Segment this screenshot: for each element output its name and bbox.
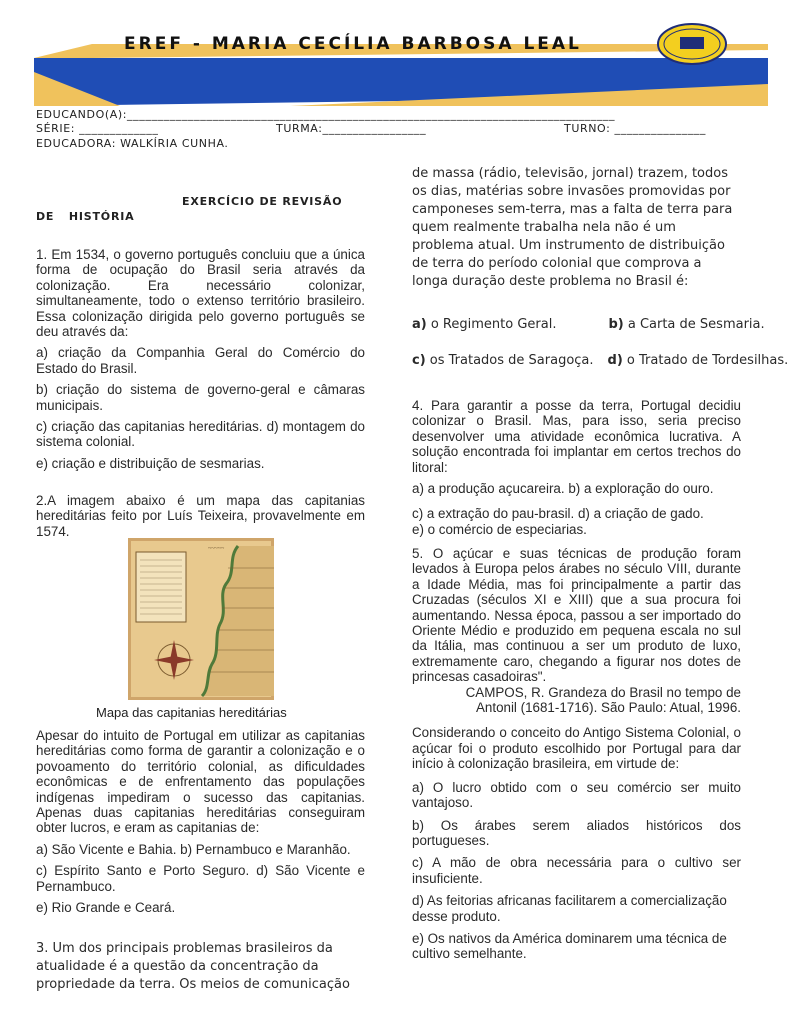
q5-source-line1: CAMPOS, R. Grandeza do Brasil no tempo de [465,684,741,700]
shift-field[interactable]: TURNO: _______________ [564,122,707,135]
exercise-title-line1: EXERCÍCIO DE REVISÃO [182,195,343,208]
question-2-body [36,728,365,915]
q1-option-b[interactable]: b) criação do sistema de governo-geral e câmaras municipais. [36,382,365,413]
q3-option-b-text: a Carta de Sesmaria. [623,317,765,332]
q3-option-c[interactable] [412,353,594,368]
q5-option-d[interactable]: d) As feitorias africanas facilitarem a comercialização desse produto. [412,893,727,924]
q2-options-c-d[interactable]: c) Espírito Santo e Porto Seguro. d) São Vicente e Pernambuco. [36,863,365,894]
q5-option-e[interactable]: e) Os nativos da América dominarem uma técnica de cultivo semelhante. [412,930,727,962]
teacher-line: EDUCADORA: WALKÍRIA CUNHA. [36,137,229,150]
svg-text:~~~~~: ~~~~~ [208,546,225,552]
q5-stem: 5. O açúcar e suas técnicas de produção foram levados à Europa pelos árabes no século VIII, durante a Idade Média, mas foi principalmente a partir das Cruzadas (séculos XI e XIII) que a sua procura foi aumentando. Nessa época, passou a ser importado do Oriente Médio e produzido em pequena escala no sul da Itália, mas continuou a ser um produto de luxo, extremamente caro, chegando a figurar nos dotes de princesas casadoiras". [412,546,741,685]
q2-options-a-b[interactable]: a) São Vicente e Bahia. b) Pernambuco e Maranhão. [36,841,351,857]
q1-options-c-d[interactable]: c) criação das capitanias hereditárias. d) montagem do sistema colonial. [36,419,365,450]
question-5 [412,546,741,962]
grade-field[interactable]: SÉRIE: _____________ [36,122,159,135]
q3-options-row1 [412,316,765,334]
q2-stem: 2.A imagem abaixo é um mapa das capitanias hereditárias feito por Luís Teixeira, provavelmente em 1574. [36,493,365,539]
q4-option-e[interactable]: e) o comércio de especiarias. [412,521,587,537]
capitanias-map-image [128,538,274,700]
q2-body: Apesar do intuito de Portugal em utilizar as capitanias hereditárias como forma de garantir a colonização e o povoamento do território colonial, as dificuldades econômicas e de enfrentamento das populações indígenas impediram o sucesso das capitanias. Apenas duas capitanias hereditárias conseguiram obter lucros, e eram as capitanias de: [36,728,365,836]
q3-option-a-letter: a) [412,317,427,332]
school-name: EREF - MARIA CECÍLIA BARBOSA LEAL [124,34,582,54]
q5-option-b[interactable]: b) Os árabes serem aliados históricos dos portugueses. [412,817,741,848]
q3-option-b[interactable] [608,317,764,332]
question-1 [36,247,365,477]
q3-option-c-text: os Tratados de Saragoça. [425,353,594,368]
q3-option-a[interactable] [412,317,556,332]
q3-option-d-letter: d) [607,353,623,368]
q1-option-a[interactable]: a) criação da Companhia Geral do Comércio do Estado do Brasil. [36,345,365,376]
q3-option-d[interactable] [608,353,788,368]
q4-options-a-b[interactable]: a) a produção açucareira. b) a exploração do ouro. [412,481,714,497]
q4-options-c-d[interactable]: c) a extração do pau-brasil. d) a criação de gado. [412,506,704,522]
q3-option-a-text: o Regimento Geral. [426,317,557,332]
q3-options [412,316,788,370]
q5-option-c[interactable]: c) A mão de obra necessária para o cultivo ser insuficiente. [412,855,741,886]
q3-stem-continued: de massa (rádio, televisão, jornal) trazem, todos os dias, matérias sobre invasões promovidas por camponeses sem-terra, mas a falta de terra para quem realmente trabalha nela não é um problema atual. Um instrumento de distribuição de terra do período colonial que comprova a longa duração deste problema no Brasil é: [412,166,733,289]
student-name-field[interactable]: EDUCANDO(A):________________________________________________________________________________ [36,108,616,121]
class-field[interactable]: TURMA:_________________ [276,122,427,135]
q2-option-e[interactable]: e) Rio Grande e Ceará. [36,900,176,916]
school-logo-badge [656,22,728,66]
exercise-title-line2: DE HISTÓRIA [36,210,135,223]
q3-stem-start: 3. Um dos principais problemas brasileiros da atualidade é a questão da concentração da propriedade da terra. Os meios de comunicação [36,941,350,992]
q5-prompt: Considerando o conceito do Antigo Sistema Colonial, o açúcar foi o produto escolhido por Portugal para dar início à colonização brasileira, em virtude de: [412,725,741,772]
q5-source-line2: Antonil (1681-1716). São Paulo: Atual, 1996. [475,700,741,716]
q3-option-d-text: o Tratado de Tordesilhas. [622,353,788,368]
q1-option-e[interactable]: e) criação e distribuição de sesmarias. [36,455,265,471]
q4-stem: 4. Para garantir a posse da terra, Portugal decidiu colonizar o Brasil. Mas, para isso, seria preciso desenvolver uma atividade econômica lucrativa. A solução encontrada foi implantar em certos trechos do litoral: [412,398,741,475]
map-caption: Mapa das capitanias hereditárias [96,705,287,720]
q3-option-c-letter: c) [412,353,426,368]
q1-stem: 1. Em 1534, o governo português concluiu que a única forma de ocupação do Brasil seria através da colonização. Era necessário colonizar, simultaneamente, todo o extenso território brasileiro. Essa colonização dirigida pelo governo português se deu através da: [36,247,365,340]
question-4 [412,398,741,543]
q5-option-a[interactable]: a) O lucro obtido com o seu comércio ser muito vantajoso. [412,779,741,811]
q3-options-row2 [412,352,788,370]
q3-option-b-letter: b) [608,317,624,332]
